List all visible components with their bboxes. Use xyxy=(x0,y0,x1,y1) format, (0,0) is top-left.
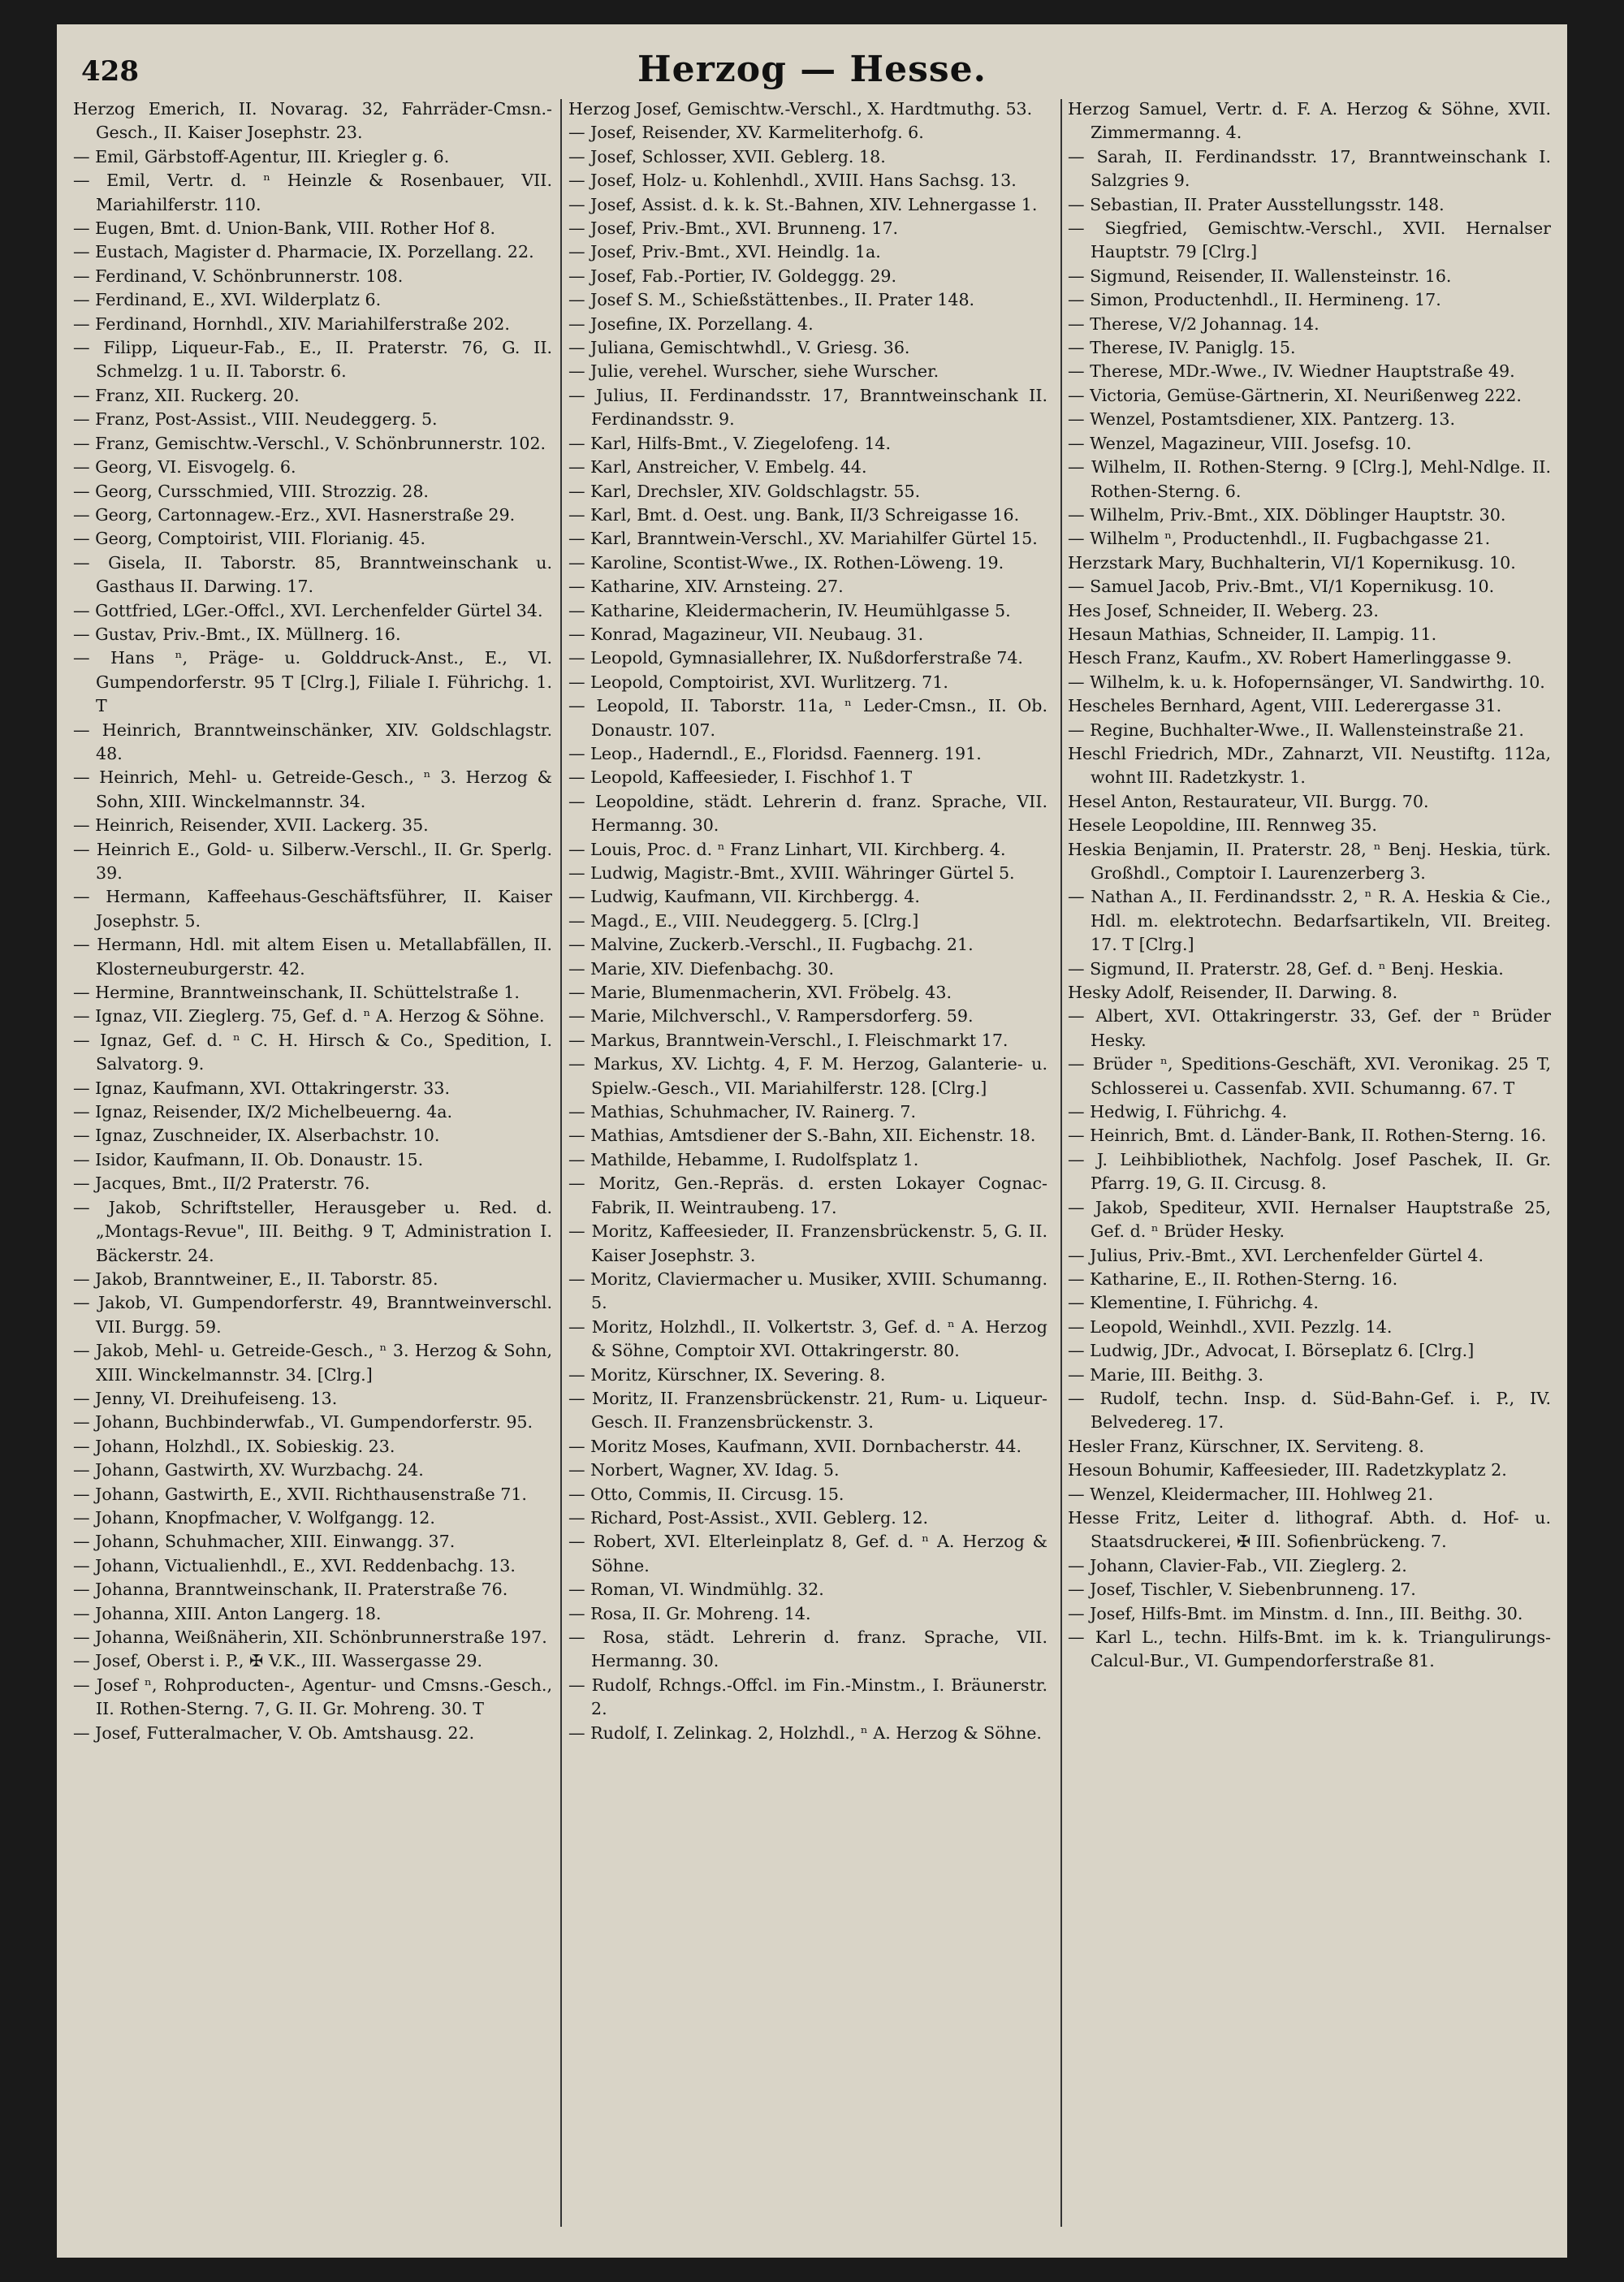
directory-entry: — Franz, XII. Ruckerg. 20. xyxy=(73,385,300,405)
directory-entry: — Josef S. M., Schießstättenbes., II. Prater 148. xyxy=(568,290,975,310)
directory-entry: — Hedwig, I. Führichg. 4. xyxy=(1068,1102,1288,1122)
directory-entry: — Samuel Jacob, Priv.-Bmt., VI/1 Kopernikusg. 10. xyxy=(1068,577,1495,597)
directory-entry: — Louis, Proc. d. ⁿ Franz Linhart, VII. Kirchberg. 4. xyxy=(568,839,1006,859)
directory-entry: — Leopold, II. Taborstr. 11a, ⁿ Leder-Cmsn., II. Ob. Donaustr. 107. xyxy=(568,696,1047,740)
directory-entry: — Franz, Gemischtw.-Verschl., V. Schönbrunnerstr. 102. xyxy=(73,433,546,453)
directory-entry: — Wilhelm, Priv.-Bmt., XIX. Döblinger Hauptstr. 30. xyxy=(1068,504,1506,525)
directory-entry: Hesler Franz, Kürschner, IX. Serviteng. 8. xyxy=(1068,1436,1424,1456)
directory-entry: — Leopoldine, städt. Lehrerin d. franz. Sprache, VII. Hermanng. 30. xyxy=(568,791,1047,836)
directory-entry: — Ignaz, Reisender, IX/2 Michelbeuerng. 4a. xyxy=(73,1102,453,1122)
directory-entry: — Heinrich, Reisender, XVII. Lackerg. 35. xyxy=(73,815,429,836)
directory-entry: — Karl, Bmt. d. Oest. ung. Bank, II/3 Schreigasse 16. xyxy=(568,504,1020,525)
directory-entry: — Mathilde, Hebamme, I. Rudolfsplatz 1. xyxy=(568,1149,919,1169)
directory-entry: — Josef, Priv.-Bmt., XVI. Brunneng. 17. xyxy=(568,218,899,239)
directory-entry: — Jakob, Spediteur, XVII. Hernalser Hauptstraße 25, Gef. d. ⁿ Brüder Hesky. xyxy=(1068,1197,1551,1242)
directory-entry: Hesel Anton, Restaurateur, VII. Burgg. 70. xyxy=(1068,791,1429,811)
directory-entry: — Ludwig, Magistr.-Bmt., XVIII. Währinger Gürtel 5. xyxy=(568,863,1015,883)
directory-entry: — Rosa, II. Gr. Mohreng. 14. xyxy=(568,1603,811,1623)
directory-entry: — Moritz, Kürschner, IX. Severing. 8. xyxy=(568,1364,886,1385)
directory-entry: — Marie, Milchverschl., V. Rampersdorferg. 59. xyxy=(568,1006,974,1026)
directory-entry: — Karl, Branntwein-Verschl., XV. Mariahilfer Gürtel 15. xyxy=(568,529,1038,549)
directory-entry: — Georg, VI. Eisvogelg. 6. xyxy=(73,457,296,478)
directory-entry: — Ferdinand, V. Schönbrunnerstr. 108. xyxy=(73,266,404,286)
directory-page xyxy=(57,24,1567,2258)
directory-entry: — Hans ⁿ, Präge- u. Golddruck-Anst., E., VI. Gumpendorferstr. 95 T [Clrg.], Filiale I. Führichg. 1. T xyxy=(73,648,552,716)
directory-entry: — Katharine, Kleidermacherin, IV. Heumühlgasse 5. xyxy=(568,600,1011,620)
directory-entry: — Marie, XIV. Diefenbachg. 30. xyxy=(568,958,835,979)
directory-entry: — Hermann, Kaffeehaus-Geschäftsführer, II. Kaiser Josephstr. 5. xyxy=(73,887,552,931)
directory-entry: — Hermann, Hdl. mit altem Eisen u. Metallabfällen, II. Klosterneuburgerstr. 42. xyxy=(73,935,552,979)
directory-entry: — Josef, Reisender, XV. Karmeliterhofg. 6. xyxy=(568,123,924,143)
directory-entry: — Ferdinand, Hornhdl., XIV. Mariahilferstraße 202. xyxy=(73,313,510,334)
directory-entry: — Gottfried, LGer.-Offcl., XVI. Lerchenfelder Gürtel 34. xyxy=(73,600,543,620)
directory-entry: — Josef, Tischler, V. Siebenbrunneng. 17. xyxy=(1068,1580,1416,1600)
directory-entry: — Regine, Buchhalter-Wwe., II. Wallensteinstraße 21. xyxy=(1068,720,1524,740)
directory-entry: — Johann, Schuhmacher, XIII. Einwangg. 37. xyxy=(73,1532,456,1552)
directory-entry: — Ferdinand, E., XVI. Wilderplatz 6. xyxy=(73,290,382,310)
column-1 xyxy=(73,97,552,2241)
page-title: Herzog — Hesse. xyxy=(637,49,987,90)
directory-entry: — Norbert, Wagner, XV. Idag. 5. xyxy=(568,1460,840,1480)
directory-entry: — Wilhelm, II. Rothen-Sterng. 9 [Clrg.], Mehl-Ndlge. II. Rothen-Sterng. 6. xyxy=(1068,457,1551,501)
directory-entry: — Markus, XV. Lichtg. 4, F. M. Herzog, Galanterie- u. Spielw.-Gesch., VII. Mariahilferstr. 128. [Clrg.] xyxy=(568,1054,1047,1098)
directory-entry: — Wenzel, Magazineur, VIII. Josefsg. 10. xyxy=(1068,433,1412,453)
page-number: 428 xyxy=(81,55,139,88)
directory-entry: — Simon, Productenhdl., II. Hermineng. 17. xyxy=(1068,290,1441,310)
directory-entry: Heschl Friedrich, MDr., Zahnarzt, VII. Neustiftg. 112a, wohnt III. Radetzkystr. 1. xyxy=(1068,743,1551,788)
directory-entry: — Karl, Anstreicher, V. Embelg. 44. xyxy=(568,457,867,478)
directory-entry: — Ignaz, VII. Zieglerg. 75, Gef. d. ⁿ A. Herzog & Söhne. xyxy=(73,1006,545,1026)
directory-entry: — Moritz, Claviermacher u. Musiker, XVIII. Schumanng. 5. xyxy=(568,1268,1047,1313)
directory-entry: — Wilhelm ⁿ, Productenhdl., II. Fugbachgasse 21. xyxy=(1068,529,1491,549)
directory-entry: — Moritz, Holzhdl., II. Volkertstr. 3, Gef. d. ⁿ A. Herzog & Söhne, Comptoir XVI. Ottakringerstr. 80. xyxy=(568,1316,1047,1361)
directory-entry: — Johanna, Weißnäherin, XII. Schönbrunnerstraße 197. xyxy=(73,1627,547,1647)
directory-entry: Herzog Josef, Gemischtw.-Verschl., X. Hardtmuthg. 53. xyxy=(568,99,1033,119)
directory-entry: — Jenny, VI. Dreihufeiseng. 13. xyxy=(73,1388,338,1408)
column-divider xyxy=(1060,99,1062,2227)
directory-entry: — Johanna, Branntweinschank, II. Praterstraße 76. xyxy=(73,1580,508,1600)
directory-entry: — Georg, Cartonnagew.-Erz., XVI. Hasnerstraße 29. xyxy=(73,504,516,525)
directory-entry: — Brüder ⁿ, Speditions-Geschäft, XVI. Veronikag. 25 T, Schlosserei u. Cassenfab. XVII. Schumanng. 67. T xyxy=(1068,1054,1551,1098)
directory-entry: — Ludwig, JDr., Advocat, I. Börseplatz 6. [Clrg.] xyxy=(1068,1341,1475,1361)
column-2 xyxy=(568,97,1047,2241)
directory-entry: — Jakob, Schriftsteller, Herausgeber u. Red. d. „Montags-Revue", III. Beithg. 9 T, Administration I. Bäckerstr. 24. xyxy=(73,1197,552,1265)
directory-entry: — Richard, Post-Assist., XVII. Geblerg. 12. xyxy=(568,1507,929,1528)
directory-entry: — Wenzel, Postamtsdiener, XIX. Pantzerg. 13. xyxy=(1068,409,1455,430)
directory-entry: — Josef, Schlosser, XVII. Geblerg. 18. xyxy=(568,146,886,166)
directory-entry: — Jakob, Mehl- u. Getreide-Gesch., ⁿ 3. Herzog & Sohn, XIII. Winckelmannstr. 34. [Clrg.] xyxy=(73,1341,552,1385)
directory-entry: — Julius, Priv.-Bmt., XVI. Lerchenfelder Gürtel 4. xyxy=(1068,1245,1484,1265)
directory-entry: — Leopold, Gymnasiallehrer, IX. Nußdorferstraße 74. xyxy=(568,648,1023,668)
directory-entry: — Josef, Fab.-Portier, IV. Goldeggg. 29. xyxy=(568,266,897,286)
directory-entry: — Sebastian, II. Prater Ausstellungsstr. 148. xyxy=(1068,194,1445,214)
directory-entry: — Therese, IV. Paniglg. 15. xyxy=(1068,338,1296,358)
directory-entry: — Johann, Gastwirth, E., XVII. Richthausenstraße 71. xyxy=(73,1484,527,1504)
directory-entry: — Georg, Comptoirist, VIII. Florianig. 45. xyxy=(73,529,426,549)
directory-entry: — Emil, Vertr. d. ⁿ Heinzle & Rosenbauer, VII. Mariahilferstr. 110. xyxy=(73,171,552,214)
page-header xyxy=(57,41,1567,97)
directory-entry: — Eugen, Bmt. d. Union-Bank, VIII. Rother Hof 8. xyxy=(73,218,496,239)
directory-entry: — Karl L., techn. Hilfs-Bmt. im k. k. Triangulirungs-Calcul-Bur., VI. Gumpendorferstraße 81. xyxy=(1068,1627,1551,1671)
directory-entry: — Karl, Drechsler, XIV. Goldschlagstr. 55. xyxy=(568,481,921,501)
directory-entry: Herzog Samuel, Vertr. d. F. A. Herzog & Söhne, XVII. Zimmermanng. 4. xyxy=(1068,99,1551,143)
directory-entry: — Rudolf, I. Zelinkag. 2, Holzhdl., ⁿ A. Herzog & Söhne. xyxy=(568,1722,1042,1743)
directory-entry: — Josef ⁿ, Rohproducten-, Agentur- und Cmsns.-Gesch., II. Rothen-Sterng. 7, G. II. Gr. Mohreng. 30. T xyxy=(73,1675,552,1719)
directory-entry: — Josefine, IX. Porzellang. 4. xyxy=(568,313,814,334)
directory-entry: — Konrad, Magazineur, VII. Neubaug. 31. xyxy=(568,624,924,644)
directory-entry: Hesch Franz, Kaufm., XV. Robert Hamerlinggasse 9. xyxy=(1068,648,1512,668)
directory-entry: — Heinrich, Bmt. d. Länder-Bank, II. Rothen-Sterng. 16. xyxy=(1068,1126,1547,1146)
directory-entry: — Emil, Gärbstoff-Agentur, III. Kriegler g. 6. xyxy=(73,146,450,166)
directory-entry: — Josef, Futteralmacher, V. Ob. Amtshausg. 22. xyxy=(73,1722,475,1743)
directory-entry: — Wilhelm, k. u. k. Hofopernsänger, VI. Sandwirthg. 10. xyxy=(1068,672,1545,692)
directory-entry: — Sarah, II. Ferdinandsstr. 17, Branntweinschank I. Salzgries 9. xyxy=(1068,146,1551,191)
directory-entry: Hesoun Bohumir, Kaffeesieder, III. Radetzkyplatz 2. xyxy=(1068,1460,1507,1480)
directory-entry: — Moritz Moses, Kaufmann, XVII. Dornbacherstr. 44. xyxy=(568,1436,1022,1456)
directory-entry: — Moritz, Kaffeesieder, II. Franzensbrückenstr. 5, G. II. Kaiser Josephstr. 3. xyxy=(568,1221,1047,1265)
directory-entry: — Wenzel, Kleidermacher, III. Hohlweg 21. xyxy=(1068,1484,1434,1504)
directory-entry: — Eustach, Magister d. Pharmacie, IX. Porzellang. 22. xyxy=(73,242,534,262)
directory-entry: Hesse Fritz, Leiter d. lithograf. Abth. d. Hof- u. Staatsdruckerei, ✠ III. Sofienbrückeng. 7. xyxy=(1068,1507,1551,1552)
directory-entry: Hesky Adolf, Reisender, II. Darwing. 8. xyxy=(1068,983,1398,1003)
directory-entry: — Albert, XVI. Ottakringerstr. 33, Gef. der ⁿ Brüder Hesky. xyxy=(1068,1006,1551,1050)
directory-entry: — Johann, Holzhdl., IX. Sobieskig. 23. xyxy=(73,1436,395,1456)
column-3 xyxy=(1068,97,1551,2241)
directory-entry: Hescheles Bernhard, Agent, VIII. Lederergasse 31. xyxy=(1068,696,1502,716)
directory-entry: — Josef, Priv.-Bmt., XVI. Heindlg. 1a. xyxy=(568,242,881,262)
directory-entry: — Gisela, II. Taborstr. 85, Branntweinschank u. Gasthaus II. Darwing. 17. xyxy=(73,552,552,597)
directory-entry: — Josef, Oberst i. P., ✠ V.K., III. Wassergasse 29. xyxy=(73,1651,483,1671)
directory-entry: — Sigmund, Reisender, II. Wallensteinstr. 16. xyxy=(1068,266,1452,286)
directory-entry: — Rudolf, techn. Insp. d. Süd-Bahn-Gef. i. P., IV. Belvedereg. 17. xyxy=(1068,1388,1551,1433)
directory-entry: — Hermine, Branntweinschank, II. Schüttelstraße 1. xyxy=(73,983,520,1003)
directory-entry: — Siegfried, Gemischtw.-Verschl., XVII. Hernalser Hauptstr. 79 [Clrg.] xyxy=(1068,218,1551,262)
directory-entry: — Moritz, Gen.-Repräs. d. ersten Lokayer Cognac-Fabrik, II. Weintraubeng. 17. xyxy=(568,1173,1047,1217)
directory-entry: — Ludwig, Kaufmann, VII. Kirchbergg. 4. xyxy=(568,887,920,907)
directory-entry: — Ignaz, Gef. d. ⁿ C. H. Hirsch & Co., Spedition, I. Salvatorg. 9. xyxy=(73,1030,552,1074)
directory-entry: — Juliana, Gemischtwhdl., V. Griesg. 36. xyxy=(568,338,910,358)
directory-entry: — Leopold, Kaffeesieder, I. Fischhof 1. T xyxy=(568,767,913,788)
directory-entry: — Klementine, I. Führichg. 4. xyxy=(1068,1293,1319,1313)
directory-entry: — Josef, Assist. d. k. k. St.-Bahnen, XIV. Lehnergasse 1. xyxy=(568,194,1038,214)
directory-entry: Hesaun Mathias, Schneider, II. Lampig. 11. xyxy=(1068,624,1437,644)
column-divider xyxy=(560,99,562,2227)
directory-entry: — Therese, V/2 Johannag. 14. xyxy=(1068,313,1320,334)
directory-entry: — Jakob, VI. Gumpendorferstr. 49, Branntweinverschl. VII. Burgg. 59. xyxy=(73,1293,552,1337)
directory-entry: — Julius, II. Ferdinandsstr. 17, Branntweinschank II. Ferdinandsstr. 9. xyxy=(568,385,1047,430)
directory-entry: — Johann, Buchbinderwfab., VI. Gumpendorferstr. 95. xyxy=(73,1412,533,1433)
directory-entry: — Ignaz, Zuschneider, IX. Alserbachstr. 10. xyxy=(73,1126,440,1146)
directory-entry: Heskia Benjamin, II. Praterstr. 28, ⁿ Benj. Heskia, türk. Großhdl., Comptoir I. Laurenzerberg 3. xyxy=(1068,839,1551,883)
directory-entry: — Franz, Post-Assist., VIII. Neudeggerg. 5. xyxy=(73,409,438,430)
directory-entry: — Mathias, Schuhmacher, IV. Rainerg. 7. xyxy=(568,1102,917,1122)
directory-entry: — Josef, Hilfs-Bmt. im Minstm. d. Inn., III. Beithg. 30. xyxy=(1068,1603,1523,1623)
directory-entry: — Johann, Clavier-Fab., VII. Zieglerg. 2. xyxy=(1068,1555,1407,1575)
directory-entry: — Karl, Hilfs-Bmt., V. Ziegelofeng. 14. xyxy=(568,433,892,453)
directory-entry: — Filipp, Liqueur-Fab., E., II. Praterstr. 76, G. II. Schmelzg. 1 u. II. Taborstr. 6. xyxy=(73,338,552,382)
directory-entry: — Rosa, städt. Lehrerin d. franz. Sprache, VII. Hermanng. 30. xyxy=(568,1627,1047,1671)
directory-entry: Herzog Emerich, II. Novarag. 32, Fahrräder-Cmsn.-Gesch., II. Kaiser Josephstr. 23. xyxy=(73,99,552,143)
directory-entry: — Johann, Victualienhdl., E., XVI. Reddenbachg. 13. xyxy=(73,1555,516,1575)
directory-entry: — Jacques, Bmt., II/2 Praterstr. 76. xyxy=(73,1173,370,1194)
directory-entry: — Leopold, Weinhdl., XVII. Pezzlg. 14. xyxy=(1068,1316,1393,1337)
directory-entry: — Heinrich E., Gold- u. Silberw.-Verschl., II. Gr. Sperlg. 39. xyxy=(73,839,552,883)
directory-entry: Hes Josef, Schneider, II. Weberg. 23. xyxy=(1068,600,1379,620)
directory-entry: — Josef, Holz- u. Kohlenhdl., XVIII. Hans Sachsg. 13. xyxy=(568,171,1017,191)
directory-entry: — Johann, Gastwirth, XV. Wurzbachg. 24. xyxy=(73,1460,424,1480)
directory-entry: — Mathias, Amtsdiener der S.-Bahn, XII. Eichenstr. 18. xyxy=(568,1126,1036,1146)
directory-entry: — Jakob, Branntweiner, E., II. Taborstr. 85. xyxy=(73,1268,438,1289)
directory-entry: — Rudolf, Rchngs.-Offcl. im Fin.-Minstm., I. Bräunerstr. 2. xyxy=(568,1675,1047,1719)
directory-entry: — Georg, Cursschmied, VIII. Strozzig. 28. xyxy=(73,481,429,501)
directory-entry: — Johanna, XIII. Anton Langerg. 18. xyxy=(73,1603,382,1623)
directory-entry: — J. Leihbibliothek, Nachfolg. Josef Paschek, II. Gr. Pfarrg. 19, G. II. Circusg. 8. xyxy=(1068,1149,1551,1194)
directory-entry: — Magd., E., VIII. Neudeggerg. 5. [Clrg.] xyxy=(568,910,919,931)
directory-entry: — Sigmund, II. Praterstr. 28, Gef. d. ⁿ Benj. Heskia. xyxy=(1068,958,1504,979)
directory-entry: — Isidor, Kaufmann, II. Ob. Donaustr. 15. xyxy=(73,1149,424,1169)
directory-entry: — Heinrich, Branntweinschänker, XIV. Goldschlagstr. 48. xyxy=(73,720,552,763)
directory-entry: — Malvine, Zuckerb.-Verschl., II. Fugbachg. 21. xyxy=(568,935,974,955)
directory-entry: — Marie, Blumenmacherin, XVI. Fröbelg. 43. xyxy=(568,983,952,1003)
directory-entry: — Marie, III. Beithg. 3. xyxy=(1068,1364,1264,1385)
directory-entry: — Julie, verehel. Wurscher, siehe Wurscher. xyxy=(568,361,939,382)
directory-entry: — Leopold, Comptoirist, XVI. Wurlitzerg. 71. xyxy=(568,672,948,692)
directory-entry: — Markus, Branntwein-Verschl., I. Fleischmarkt 17. xyxy=(568,1030,1009,1050)
directory-entry: — Gustav, Priv.-Bmt., IX. Müllnerg. 16. xyxy=(73,624,401,644)
directory-entry: — Leop., Haderndl., E., Floridsd. Faennerg. 191. xyxy=(568,743,982,763)
directory-entry: — Heinrich, Mehl- u. Getreide-Gesch., ⁿ 3. Herzog & Sohn, XIII. Winckelmannstr. 34. xyxy=(73,767,552,811)
directory-entry: Hesele Leopoldine, III. Rennweg 35. xyxy=(1068,815,1377,836)
directory-entry: Herzstark Mary, Buchhalterin, VI/1 Kopernikusg. 10. xyxy=(1068,552,1516,573)
directory-entry: — Moritz, II. Franzensbrückenstr. 21, Rum- u. Liqueur-Gesch. II. Franzensbrückenstr. 3. xyxy=(568,1388,1047,1433)
directory-entry: — Katharine, XIV. Arnsteing. 27. xyxy=(568,577,844,597)
directory-entry: — Nathan A., II. Ferdinandsstr. 2, ⁿ R. A. Heskia & Cie., Hdl. m. elektrotechn. Bedarfsartikeln, VII. Breiteg. 17. T [Clrg.] xyxy=(1068,887,1551,955)
directory-entry: — Roman, VI. Windmühlg. 32. xyxy=(568,1580,824,1600)
directory-entry: — Otto, Commis, II. Circusg. 15. xyxy=(568,1484,844,1504)
directory-entry: — Therese, MDr.-Wwe., IV. Wiedner Hauptstraße 49. xyxy=(1068,361,1515,382)
directory-entry: — Victoria, Gemüse-Gärtnerin, XI. Neurißenweg 222. xyxy=(1068,385,1522,405)
directory-entry: — Katharine, E., II. Rothen-Sterng. 16. xyxy=(1068,1268,1398,1289)
directory-entry: — Karoline, Scontist-Wwe., IX. Rothen-Löweng. 19. xyxy=(568,552,1004,573)
directory-entry: — Robert, XVI. Elterleinplatz 8, Gef. d. ⁿ A. Herzog & Söhne. xyxy=(568,1532,1047,1575)
directory-entry: — Johann, Knopfmacher, V. Wolfgangg. 12. xyxy=(73,1507,435,1528)
directory-entry: — Ignaz, Kaufmann, XVI. Ottakringerstr. 33. xyxy=(73,1078,451,1098)
